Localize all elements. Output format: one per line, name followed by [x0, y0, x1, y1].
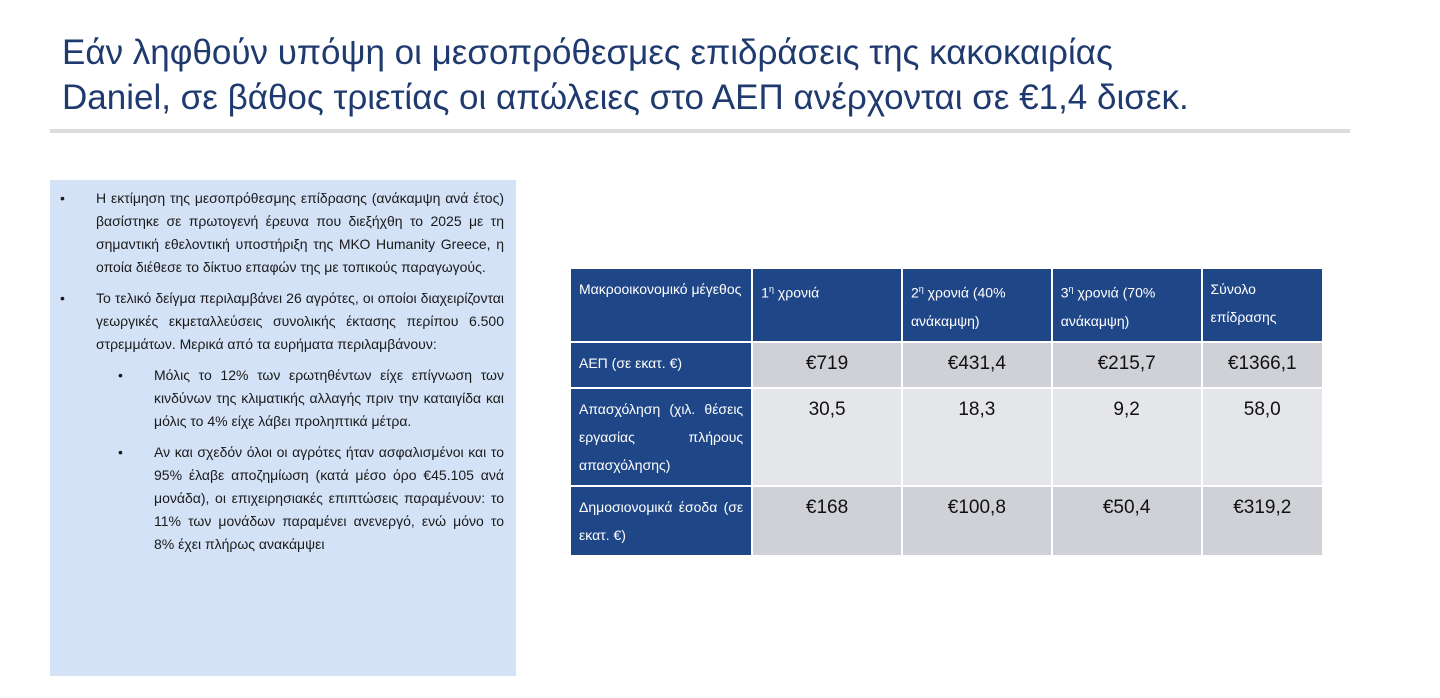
cell-year-2: 18,3	[903, 389, 1051, 485]
cell-total: €1366,1	[1203, 343, 1322, 387]
table-row	[571, 487, 1322, 555]
row-label: Απασχόληση (χιλ. θέσεις εργασίας πλήρους απασχόλησης)	[571, 389, 751, 485]
bullet-text: Το τελικό δείγμα περιλαμβάνει 26 αγρότες, οι οποίοι διαχειρίζονται γεωργικές εκμεταλλεύσεις συνολικής έκτασης περίπου 6.500 στρεμμάτων. Μερικά από τα ευρήματα περιλαμβάνουν:	[96, 290, 504, 352]
header-year-2	[903, 269, 1051, 341]
header-year-num: 1	[761, 284, 769, 301]
sub-bullet-text: Μόλις το 12% των ερωτηθέντων είχε επίγνωση των κινδύνων της κλιματικής αλλαγής πριν την καταιγίδα και μόλις το 4% είχε λάβει προληπτικά μέτρα.	[154, 367, 504, 429]
header-total: Σύνολο επίδρασης	[1203, 269, 1322, 341]
cell-year-2: €431,4	[903, 343, 1051, 387]
cell-total: 58,0	[1203, 389, 1322, 485]
cell-total: €319,2	[1203, 487, 1322, 555]
cell-year-3: 9,2	[1053, 389, 1201, 485]
cell-year-1: 30,5	[753, 389, 901, 485]
header-year-text: χρονιά	[777, 284, 820, 301]
header-year-3	[1053, 269, 1201, 341]
bullet-text: Η εκτίμηση της μεσοπρόθεσμης επίδρασης (ανάκαμψη ανά έτος) βασίστηκε σε πρωτογενή έρευνα που διεξήχθη το 2025 με τη σημαντική εθελοντική υποστήριξη της ΜΚΟ Humanity Greece, η οποία διέθεσε το δίκτυο επαφών της με τοπικούς παραγωγούς.	[96, 190, 504, 275]
header-year-text: χρονιά (40% ανάκαμψη)	[910, 284, 1006, 329]
methodology-notes-box	[50, 180, 516, 676]
cell-year-3: €50,4	[1053, 487, 1201, 555]
header-indicator: Μακροοικονομικό μέγεθος	[571, 269, 751, 341]
cell-year-3: €215,7	[1053, 343, 1201, 387]
header-year-text: χρονιά (70% ανάκαμψη)	[1060, 284, 1156, 329]
sub-list-item	[118, 364, 504, 433]
page-title	[62, 30, 1362, 120]
header-year-1	[753, 269, 901, 341]
title-line-2: Daniel, σε βάθος τριετίας οι απώλειες στο ΑΕΠ ανέρχονται σε €1,4 δισεκ.	[62, 78, 1189, 117]
header-year-sup: η	[768, 284, 774, 294]
list-item	[60, 187, 504, 279]
cell-year-2: €100,8	[903, 487, 1051, 555]
bullet-marker: •	[60, 190, 65, 206]
macro-impact-table	[569, 267, 1324, 557]
bullet-marker: •	[118, 444, 123, 460]
header-year-num: 2	[910, 284, 919, 301]
header-year-sup: η	[918, 284, 924, 294]
sub-list-item	[118, 441, 504, 556]
bullet-marker: •	[60, 290, 65, 306]
table-row	[571, 389, 1322, 485]
row-label: ΑΕΠ (σε εκατ. €)	[571, 343, 751, 387]
table-header-row	[571, 269, 1322, 341]
header-year-num: 3	[1060, 284, 1069, 301]
header-year-sup: η	[1068, 284, 1074, 294]
cell-year-1: €168	[753, 487, 901, 555]
list-item	[60, 287, 504, 356]
bullet-marker: •	[118, 367, 123, 383]
table-row	[571, 343, 1322, 387]
cell-year-1: €719	[753, 343, 901, 387]
sub-bullet-text: Αν και σχεδόν όλοι οι αγρότες ήταν ασφαλισμένοι και το 95% έλαβε αποζημίωση (κατά μέσο όρο €45.105 ανά μονάδα), οι επιχειρησιακές επιπτώσεις παραμένουν: το 11% των μονάδων παραμένει ανενεργό, ενώ μόνο το 8% έχει πλήρως ανακάμψει	[154, 444, 504, 552]
title-line-1: Εάν ληφθούν υπόψη οι μεσοπρόθεσμες επιδράσεις της κακοκαιρίας	[62, 33, 1113, 72]
title-divider	[50, 129, 1350, 133]
row-label: Δημοσιονομικά έσοδα (σε εκατ. €)	[571, 487, 751, 555]
